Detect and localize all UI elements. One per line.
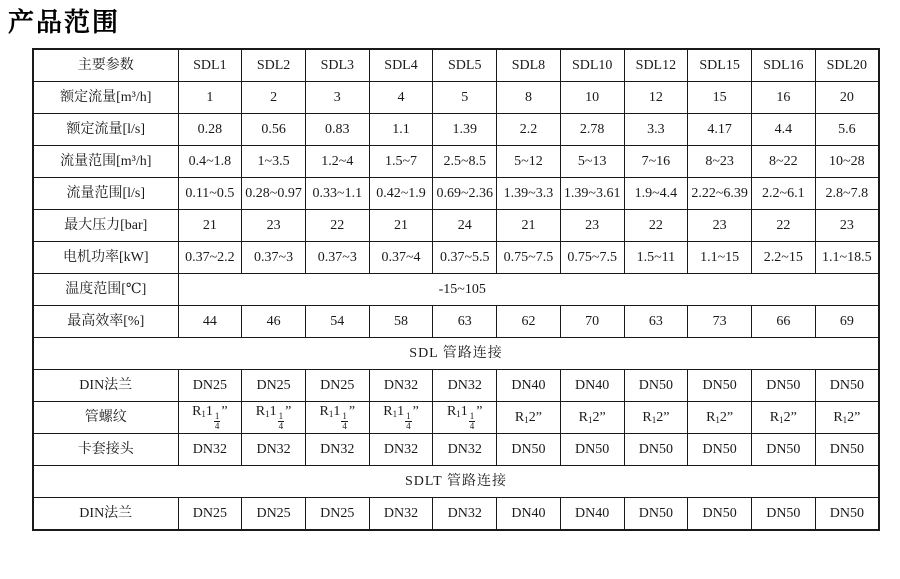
table-cell: 0.37~2.2 [178, 242, 242, 274]
table-cell: 23 [688, 210, 752, 242]
fraction-one-quarter: $\frac{1}{4}$ [406, 410, 411, 431]
table-cell: 1.39~3.3 [497, 178, 561, 210]
table-cell: 0.11~0.5 [178, 178, 242, 210]
spec-table-body [33, 82, 879, 531]
column-header: SDL8 [497, 49, 561, 82]
table-cell: 1.39~3.61 [560, 178, 624, 210]
table-cell: $R_11$ $\frac{1}{4}$ ” [305, 402, 369, 434]
row-label: 最高效率[%] [33, 306, 178, 338]
table-row [33, 370, 879, 402]
table-cell: 73 [688, 306, 752, 338]
table-cell: DN50 [560, 434, 624, 466]
table-cell: 21 [369, 210, 433, 242]
table-cell: 4 [369, 82, 433, 114]
table-cell: DN50 [688, 498, 752, 531]
table-cell: DN32 [369, 434, 433, 466]
table-cell: 54 [305, 306, 369, 338]
table-cell: DN50 [624, 370, 688, 402]
column-header: SDL10 [560, 49, 624, 82]
table-cell: 24 [433, 210, 497, 242]
table-cell: 2.2~6.1 [751, 178, 815, 210]
table-cell: 0.28 [178, 114, 242, 146]
table-cell: 1 [178, 82, 242, 114]
table-cell: $R_11$ $\frac{1}{4}$ ” [178, 402, 242, 434]
table-cell: 23 [560, 210, 624, 242]
table-row [33, 82, 879, 114]
table-cell: DN50 [751, 370, 815, 402]
table-cell: DN50 [815, 498, 879, 531]
table-cell: 0.83 [305, 114, 369, 146]
table-cell: 7~16 [624, 146, 688, 178]
table-cell: 15 [688, 82, 752, 114]
table-row [33, 434, 879, 466]
column-header: SDL15 [688, 49, 752, 82]
table-cell: 0.42~1.9 [369, 178, 433, 210]
table-cell: 2.22~6.39 [688, 178, 752, 210]
row-label: 温度范围[℃] [33, 274, 178, 306]
column-header: SDL2 [242, 49, 306, 82]
table-cell: DN25 [305, 370, 369, 402]
table-cell: 0.37~3 [305, 242, 369, 274]
table-cell: DN50 [624, 434, 688, 466]
row-label: 流量范围[m³/h] [33, 146, 178, 178]
spec-table [32, 48, 880, 531]
page-title: 产品范围 [8, 7, 121, 37]
table-cell: 69 [815, 306, 879, 338]
table-cell: 2.5~8.5 [433, 146, 497, 178]
table-cell: 0.37~4 [369, 242, 433, 274]
row-label: 额定流量[l/s] [33, 114, 178, 146]
section-header: SDLT 管路连接 [33, 466, 879, 498]
table-cell: 20 [815, 82, 879, 114]
table-cell: DN32 [178, 434, 242, 466]
table-cell: 0.28~0.97 [242, 178, 306, 210]
table-cell: 0.56 [242, 114, 306, 146]
section-header: SDL 管路连接 [33, 338, 879, 370]
table-cell: 0.33~1.1 [305, 178, 369, 210]
table-cell: 0.75~7.5 [560, 242, 624, 274]
table-cell: 1.5~11 [624, 242, 688, 274]
table-cell: $R_12$” [751, 402, 815, 434]
table-cell: 22 [305, 210, 369, 242]
table-cell: DN50 [751, 498, 815, 531]
table-cell: DN40 [560, 498, 624, 531]
row-label: 额定流量[m³/h] [33, 82, 178, 114]
column-header: SDL12 [624, 49, 688, 82]
table-row [33, 146, 879, 178]
table-cell: 21 [178, 210, 242, 242]
merged-value-cell [178, 274, 879, 306]
table-cell: 1.2~4 [305, 146, 369, 178]
table-cell: DN32 [369, 370, 433, 402]
table-cell: $R_12$” [497, 402, 561, 434]
fraction-one-quarter: $\frac{1}{4}$ [342, 410, 347, 431]
row-label: 卡套接头 [33, 434, 178, 466]
table-cell: DN32 [305, 434, 369, 466]
table-cell: 4.4 [751, 114, 815, 146]
table-cell: 22 [624, 210, 688, 242]
table-row [33, 274, 879, 306]
table-cell: 8~22 [751, 146, 815, 178]
table-cell: $R_11$ $\frac{1}{4}$ ” [242, 402, 306, 434]
table-cell: 1.1~15 [688, 242, 752, 274]
table-cell: 3 [305, 82, 369, 114]
table-cell: 1.5~7 [369, 146, 433, 178]
table-cell: 0.4~1.8 [178, 146, 242, 178]
table-cell: 46 [242, 306, 306, 338]
table-cell: DN50 [688, 370, 752, 402]
header-label: 主要参数 [33, 49, 178, 82]
table-cell: DN40 [497, 370, 561, 402]
table-row [33, 306, 879, 338]
table-cell: 62 [497, 306, 561, 338]
row-label: 流量范围[l/s] [33, 178, 178, 210]
table-cell: 2.78 [560, 114, 624, 146]
table-row [33, 242, 879, 274]
table-cell: 5~13 [560, 146, 624, 178]
row-label: 管螺纹 [33, 402, 178, 434]
table-cell: $R_12$” [688, 402, 752, 434]
table-cell: 70 [560, 306, 624, 338]
table-cell: DN25 [178, 498, 242, 531]
table-cell: 12 [624, 82, 688, 114]
table-cell: 8~23 [688, 146, 752, 178]
table-cell: 2.2 [497, 114, 561, 146]
column-header: SDL3 [305, 49, 369, 82]
table-row [33, 498, 879, 531]
header-row [33, 49, 879, 82]
table-cell: DN50 [815, 434, 879, 466]
row-label: DIN法兰 [33, 370, 178, 402]
table-cell: 1.1~18.5 [815, 242, 879, 274]
table-cell: 22 [751, 210, 815, 242]
table-cell: DN25 [242, 370, 306, 402]
table-row [33, 338, 879, 370]
table-cell: 44 [178, 306, 242, 338]
table-cell: $R_11$ $\frac{1}{4}$ ” [433, 402, 497, 434]
table-cell: DN32 [433, 434, 497, 466]
merged-value: -15~105 [438, 281, 486, 297]
column-header: SDL1 [178, 49, 242, 82]
table-cell: 0.69~2.36 [433, 178, 497, 210]
table-cell: 63 [624, 306, 688, 338]
fraction-one-quarter: $\frac{1}{4}$ [214, 410, 220, 431]
column-header: SDL16 [751, 49, 815, 82]
table-cell: 63 [433, 306, 497, 338]
table-cell: 16 [751, 82, 815, 114]
table-row [33, 402, 879, 434]
table-cell: 21 [497, 210, 561, 242]
table-cell: 1~3.5 [242, 146, 306, 178]
column-header: SDL5 [433, 49, 497, 82]
table-cell: 5.6 [815, 114, 879, 146]
table-cell: $R_12$” [624, 402, 688, 434]
table-cell: DN50 [688, 434, 752, 466]
table-cell: $R_11$ $\frac{1}{4}$ ” [369, 402, 433, 434]
table-cell: 2.8~7.8 [815, 178, 879, 210]
table-cell: 2.2~15 [751, 242, 815, 274]
table-cell: DN50 [497, 434, 561, 466]
row-label: 最大压力[bar] [33, 210, 178, 242]
column-header: SDL20 [815, 49, 879, 82]
table-cell: 66 [751, 306, 815, 338]
table-cell: DN50 [751, 434, 815, 466]
table-cell: 3.3 [624, 114, 688, 146]
fraction-one-quarter: $\frac{1}{4}$ [278, 410, 284, 431]
table-cell: 4.17 [688, 114, 752, 146]
table-cell: DN50 [624, 498, 688, 531]
spec-table-head [33, 49, 879, 82]
table-cell: 2 [242, 82, 306, 114]
table-cell: 8 [497, 82, 561, 114]
table-cell: $R_12$” [815, 402, 879, 434]
table-cell: 1.1 [369, 114, 433, 146]
table-cell: DN32 [369, 498, 433, 531]
table-cell: DN25 [242, 498, 306, 531]
table-cell: 58 [369, 306, 433, 338]
table-cell: 0.37~5.5 [433, 242, 497, 274]
table-cell: 5~12 [497, 146, 561, 178]
table-cell: 10 [560, 82, 624, 114]
table-cell: DN50 [815, 370, 879, 402]
column-header: SDL4 [369, 49, 433, 82]
table-row [33, 210, 879, 242]
table-cell: 0.75~7.5 [497, 242, 561, 274]
table-row [33, 178, 879, 210]
table-cell: DN25 [178, 370, 242, 402]
row-label: 电机功率[kW] [33, 242, 178, 274]
fraction-one-quarter: $\frac{1}{4}$ [469, 410, 475, 431]
table-cell: DN32 [242, 434, 306, 466]
table-cell: 5 [433, 82, 497, 114]
table-cell: 1.39 [433, 114, 497, 146]
table-row [33, 466, 879, 498]
table-cell: 10~28 [815, 146, 879, 178]
table-cell: 23 [815, 210, 879, 242]
table-cell: DN25 [305, 498, 369, 531]
table-cell: DN40 [497, 498, 561, 531]
table-cell: 1.9~4.4 [624, 178, 688, 210]
table-cell: $R_12$” [560, 402, 624, 434]
table-cell: DN32 [433, 370, 497, 402]
row-label: DIN法兰 [33, 498, 178, 531]
table-row [33, 114, 879, 146]
table-cell: DN40 [560, 370, 624, 402]
table-cell: 0.37~3 [242, 242, 306, 274]
table-cell: DN32 [433, 498, 497, 531]
table-cell: 23 [242, 210, 306, 242]
